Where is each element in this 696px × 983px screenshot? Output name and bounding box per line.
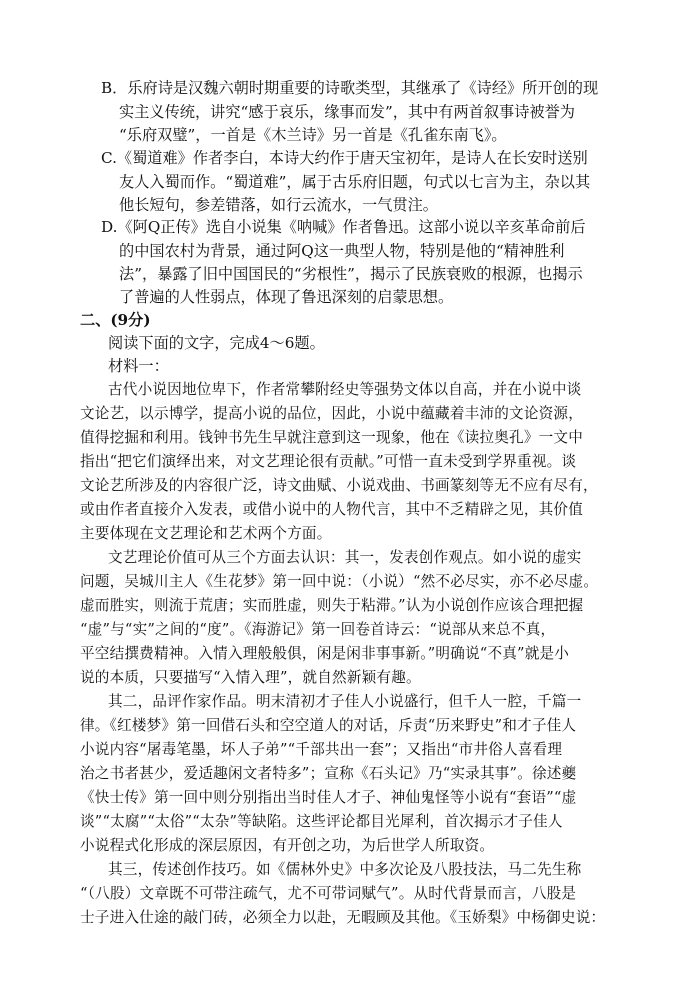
option-c-line-2: 友人入蜀而作。“蜀道难”，属于古乐府旧题，句式以七言为主，杂以其: [119, 173, 591, 191]
passage-line: 问题，吴城川主人《生花梦》第一回中说：（小说）“然不必尽实，亦不必尽虚。: [80, 573, 599, 590]
option-d-line-2: 的中国农村为背景，通过阿Q这一典型人物，特别是他的“精神胜利: [119, 242, 565, 260]
passage-line: 平空结撰费精神。入情入理般般俱，闲是闲非事事新。”明确说“不真”就是小: [80, 645, 570, 662]
option-b-line-3: “乐府双璧”，一首是《木兰诗》另一首是《孔雀东南飞》。: [119, 126, 507, 144]
passage-line: 文论艺，以示博学，提高小说的品位，因此，小说中蕴藏着丰沛的文论资源，: [80, 405, 583, 422]
passage-line: 指出“把它们演绎出来，对文艺理论很有贡献。”可惜一直未受到学界重视。谈: [80, 453, 577, 470]
passage-line: 文艺理论价值可从三个方面去认识：其一，发表创作观点。如小说的虚实: [108, 549, 582, 566]
passage-line: 文论艺所涉及的内容很广泛，诗文曲赋、小说戏曲、书画篆刻等无不应有尽有，: [80, 477, 598, 494]
option-c-line-3: 他长短句，参差错落，如行云流水，一气贯注。: [119, 196, 438, 214]
passage-line: 谈”“太腐”“太俗”“太杂”等缺陷。这些评论都目光犀利，首次揭示才子佳人: [80, 813, 563, 830]
passage-line: 治之书者甚少，爱适趣闲文者特多”；宣称《石头记》乃“实录其事”。徐述夔: [80, 765, 577, 782]
passage-line: “虚”与“实”之间的“度”。《海游记》第一回卷首诗云：“说部从来总不真，: [80, 621, 556, 638]
option-b-line-2: 实主义传统，讲究“感于哀乐，缘事而发”，其中有两首叙事诗被誉为: [119, 103, 575, 121]
passage-line: 主要体现在文艺理论和艺术两个方面。: [80, 525, 332, 542]
passage-line: 律。《红楼梦》第一回借石头和空空道人的对话，斥责“历来野史”和才子佳人: [80, 717, 577, 734]
passage-line: 小说内容“屠毒笔墨，坏人子弟”“千部共出一套”；又指出“市井俗人喜看理: [80, 741, 563, 758]
section-heading: 二、(9分): [80, 311, 151, 329]
instruction-text: 阅读下面的文字，完成4～6题。: [108, 334, 325, 352]
passage-line: 其二，品评作家作品。明末清初才子佳人小说盛行，但千人一腔，千篇一: [108, 693, 582, 710]
passage-line: 《快士传》第一回中则分别指出当时佳人才子、神仙鬼怪等小说有“套语”“虚: [80, 789, 577, 806]
passage-line: 小说程式化形成的深层原因，有开创之功，为后世学人所取资。: [80, 837, 495, 854]
option-d-line-4: 了普遍的人性弱点，体现了鲁迅深刻的启蒙思想。: [119, 288, 454, 306]
passage-line: 或由作者直接介入发表，或借小说中的人物代言，其中不乏精辟之见，其价值: [80, 501, 583, 518]
passage-line: “（八股）文章既不可带注疏气，尤不可带词赋气”。从时代背景而言，八股是: [80, 885, 577, 902]
passage-line: 说的本质，只要描写“入情入理”，就自然新颖有趣。: [80, 669, 421, 686]
passage-line: 古代小说因地位卑下，作者常攀附经史等强势文体以自高，并在小说中谈: [108, 381, 582, 398]
option-d-line-3: 法”，暴露了旧中国国民的“劣根性”，揭示了民族衰败的根源，也揭示: [119, 265, 583, 283]
material-label: 材料一：: [108, 357, 169, 375]
option-b-line-1: B．乐府诗是汉魏六朝时期重要的诗歌类型，其继承了《诗经》所开创的现: [101, 79, 599, 97]
passage-line: 值得挖掘和利用。钱钟书先生早就注意到这一现象，他在《读拉奥孔》一文中: [80, 429, 583, 446]
passage-line: 其三，传述创作技巧。如《儒林外史》中多次论及八股技法，马二先生称: [108, 861, 582, 878]
option-d-line-1: D.《阿Q正传》选自小说集《呐喊》作者鲁迅。这部小说以辛亥革命前后: [101, 218, 586, 236]
option-c-line-1: C.《蜀道难》作者李白，本诗大约作于唐天宝初年，是诗人在长安时送别: [101, 149, 588, 167]
passage-line: 虚而胜实，则流于荒唐；实而胜虚，则失于粘滞。”认为小说创作应该合理把握: [80, 597, 584, 614]
passage-line: 士子进入仕途的敲门砖，必须全力以赴，无暇顾及其他。《玉娇梨》中杨御史说：: [80, 909, 606, 926]
